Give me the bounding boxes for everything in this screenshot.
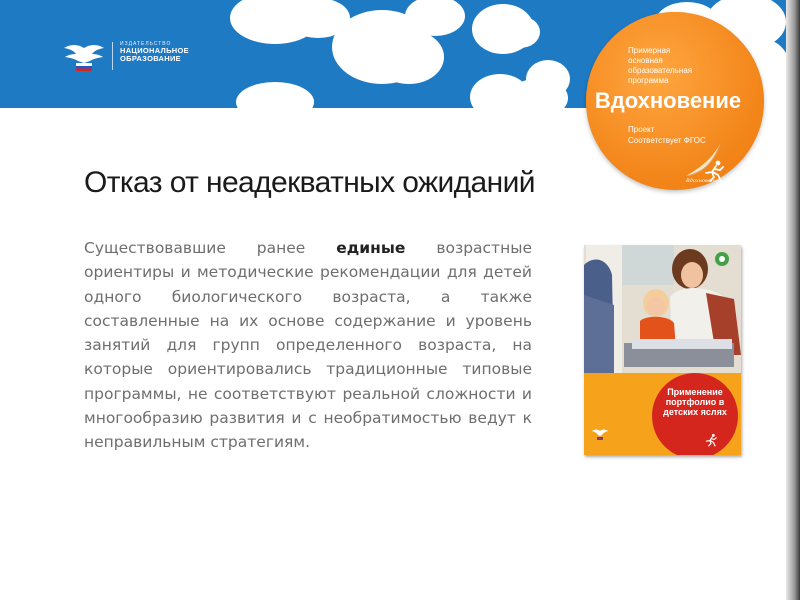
cloud: [374, 30, 444, 84]
badge-caption-line: программа: [628, 76, 669, 85]
cloud: [526, 60, 570, 98]
body-text-rest: возрастные ориентиры и методические рекомендации для детей одного биологического возраста, а также составленные на их основе содержание и уровень занятий для групп определенного возраста, на которые ориентировались традиционные типовые программы, не соответствуют реальной сложности и многообразию развития и с необратимостью ведут к неправильным стратегиям.: [84, 239, 532, 452]
cloud: [405, 0, 465, 36]
badge-sub-line: Проект: [628, 125, 655, 134]
badge-caption: [628, 46, 692, 86]
logo-text: [120, 42, 189, 63]
program-badge: [586, 12, 764, 190]
badge-title: Вдохновение: [594, 88, 742, 113]
logo-line-1: НАЦИОНАЛЬНОЕ: [120, 46, 189, 56]
runner-icon: [704, 433, 718, 447]
badge-caption-line: образовательная: [628, 66, 693, 75]
window-frame-edge: [786, 0, 800, 600]
publisher-mini-logo-icon: [592, 429, 608, 441]
body-text-start: Существовавшие ранее: [84, 239, 337, 257]
book-cover-photo: [584, 245, 741, 373]
book-cover-image: [584, 245, 741, 455]
publisher-logo: [62, 40, 222, 80]
badge-caption-line: основная: [628, 56, 663, 65]
body-text-emphasis: единые: [336, 239, 406, 257]
logo-divider: [112, 42, 113, 70]
eagle-logo-icon: [62, 42, 106, 72]
badge-runner-label: Вдохновение: [686, 178, 721, 184]
logo-line-2: ОБРАЗОВАНИЕ: [120, 54, 181, 64]
slide-heading: Отказ от неадекватных ожиданий: [84, 166, 535, 199]
badge-caption-line: Примерная: [628, 46, 671, 55]
badge-sub-line: Соответствует ФГОС: [628, 136, 706, 145]
page-curl-icon: [686, 140, 722, 176]
cloud: [276, 88, 314, 108]
logo-small-text: ИЗДАТЕЛЬСТВО: [120, 41, 172, 47]
cloud: [500, 16, 540, 48]
book-title: Применение портфолио в детских яслях: [663, 387, 727, 417]
slide-body-text: [84, 236, 532, 455]
